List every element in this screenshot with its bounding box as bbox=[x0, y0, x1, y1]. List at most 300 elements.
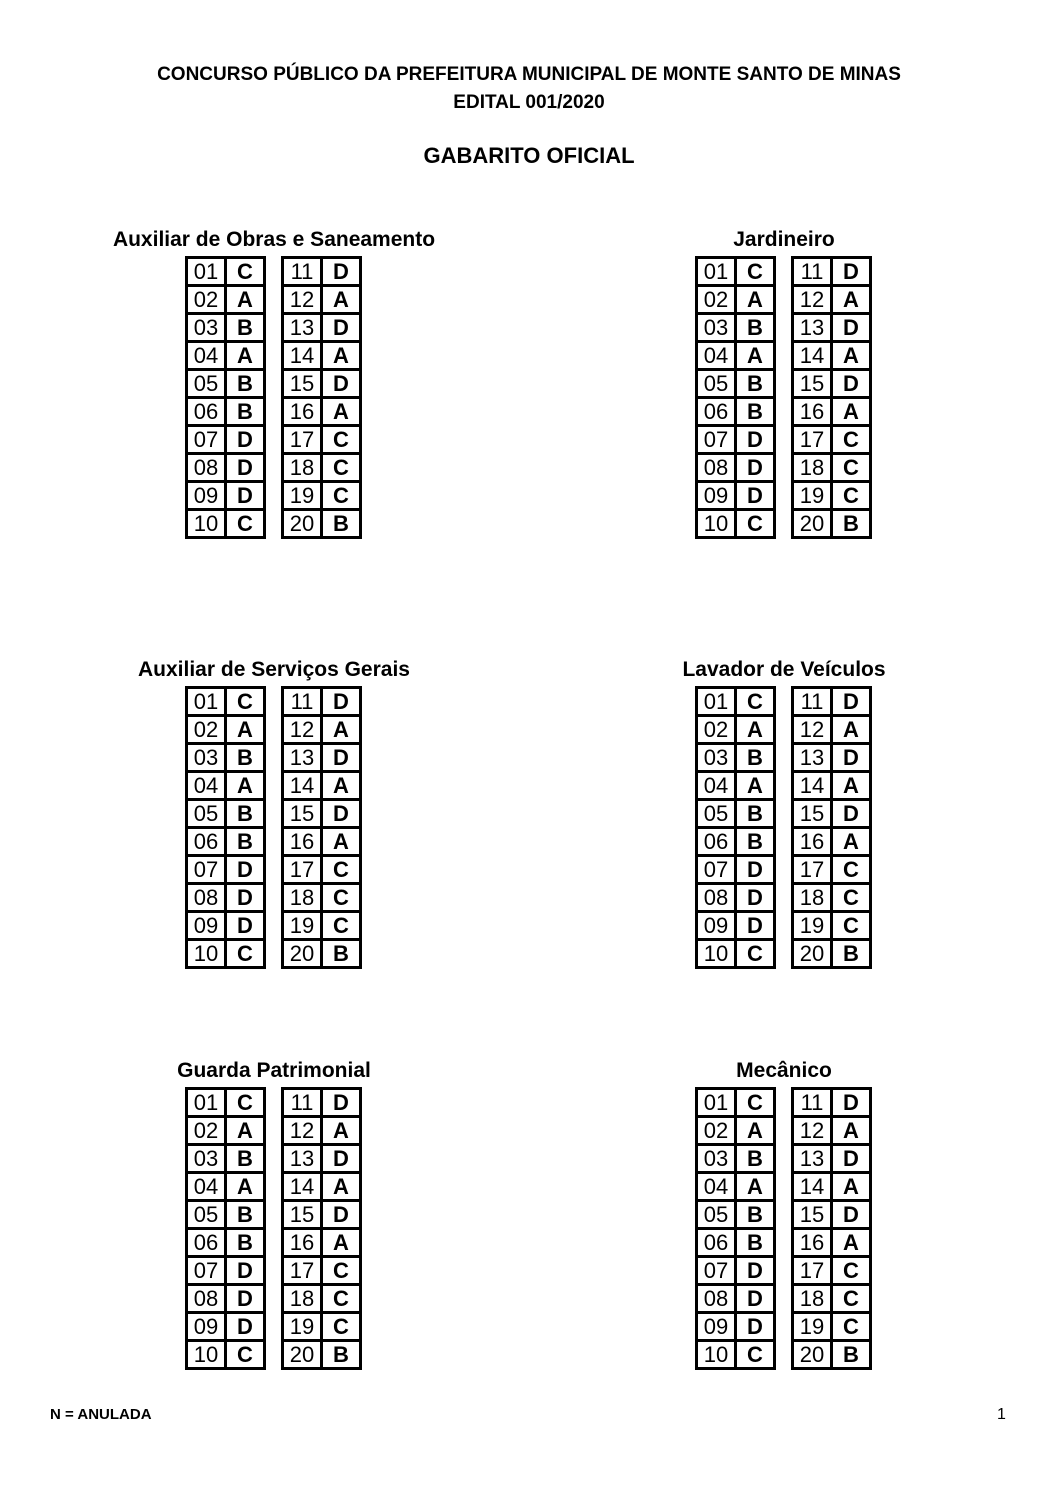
question-number: 20 bbox=[283, 510, 322, 538]
answer-row bbox=[283, 1341, 361, 1369]
answer-letter: D bbox=[736, 1257, 775, 1285]
question-number: 03 bbox=[187, 314, 226, 342]
question-number: 10 bbox=[697, 1341, 736, 1369]
answer-row bbox=[283, 482, 361, 510]
position-title: Jardineiro bbox=[733, 228, 835, 251]
answer-row bbox=[187, 1313, 265, 1341]
question-number: 17 bbox=[283, 1257, 322, 1285]
answer-letter: C bbox=[832, 912, 871, 940]
answer-row bbox=[187, 1341, 265, 1369]
question-number: 06 bbox=[187, 828, 226, 856]
answer-letter: C bbox=[832, 856, 871, 884]
answer-letter: C bbox=[832, 482, 871, 510]
answer-letter: A bbox=[736, 342, 775, 370]
answer-letter: A bbox=[226, 286, 265, 314]
question-number: 14 bbox=[283, 1173, 322, 1201]
question-number: 15 bbox=[793, 800, 832, 828]
answer-letter: A bbox=[832, 1229, 871, 1257]
answer-letter: B bbox=[322, 510, 361, 538]
answer-row bbox=[187, 884, 265, 912]
question-number: 14 bbox=[283, 772, 322, 800]
answer-row bbox=[793, 510, 871, 538]
question-number: 19 bbox=[283, 482, 322, 510]
answer-letter: A bbox=[322, 1173, 361, 1201]
answer-row bbox=[187, 342, 265, 370]
answer-row bbox=[793, 940, 871, 968]
answer-letter: C bbox=[322, 1257, 361, 1285]
question-number: 12 bbox=[283, 716, 322, 744]
question-number: 04 bbox=[187, 1173, 226, 1201]
answer-letter: D bbox=[322, 744, 361, 772]
question-number: 06 bbox=[697, 828, 736, 856]
answer-letter: D bbox=[226, 912, 265, 940]
answer-row bbox=[187, 1229, 265, 1257]
answer-row bbox=[697, 884, 775, 912]
answer-row bbox=[283, 1229, 361, 1257]
answer-row bbox=[187, 510, 265, 538]
answer-letter: B bbox=[322, 940, 361, 968]
question-number: 09 bbox=[187, 1313, 226, 1341]
answer-row bbox=[283, 454, 361, 482]
answer-letter: A bbox=[832, 398, 871, 426]
question-number: 12 bbox=[793, 286, 832, 314]
answer-letter: A bbox=[226, 342, 265, 370]
answer-row bbox=[283, 1145, 361, 1173]
answer-letter: C bbox=[226, 510, 265, 538]
answer-row bbox=[793, 258, 871, 286]
question-number: 14 bbox=[793, 342, 832, 370]
answer-letter: A bbox=[322, 1117, 361, 1145]
question-number: 05 bbox=[697, 370, 736, 398]
answer-row bbox=[793, 1313, 871, 1341]
answer-letter: C bbox=[832, 1257, 871, 1285]
answer-letter: B bbox=[736, 828, 775, 856]
question-number: 11 bbox=[283, 1089, 322, 1117]
answer-row bbox=[793, 454, 871, 482]
answer-letter: C bbox=[322, 1313, 361, 1341]
question-number: 03 bbox=[187, 744, 226, 772]
answer-row bbox=[187, 1145, 265, 1173]
question-number: 04 bbox=[187, 342, 226, 370]
answer-letter: B bbox=[226, 1229, 265, 1257]
answer-letter: D bbox=[322, 370, 361, 398]
answer-letter: D bbox=[832, 744, 871, 772]
answer-letter: D bbox=[322, 800, 361, 828]
answer-letter: C bbox=[736, 510, 775, 538]
answer-letter: D bbox=[226, 454, 265, 482]
question-number: 10 bbox=[697, 940, 736, 968]
answer-row bbox=[793, 1145, 871, 1173]
answer-letter: D bbox=[832, 258, 871, 286]
question-number: 07 bbox=[697, 426, 736, 454]
answer-letter: A bbox=[322, 286, 361, 314]
question-number: 05 bbox=[697, 1201, 736, 1229]
answer-row bbox=[187, 744, 265, 772]
answer-row bbox=[283, 370, 361, 398]
answer-row bbox=[283, 314, 361, 342]
answer-row bbox=[697, 482, 775, 510]
position-title: Lavador de Veículos bbox=[682, 658, 886, 681]
answer-letter: A bbox=[322, 772, 361, 800]
question-number: 06 bbox=[187, 398, 226, 426]
answer-table bbox=[281, 256, 362, 539]
answer-row bbox=[187, 1201, 265, 1229]
answer-table bbox=[791, 256, 872, 539]
answer-row bbox=[793, 1229, 871, 1257]
answer-row bbox=[793, 342, 871, 370]
question-number: 13 bbox=[793, 744, 832, 772]
answer-row bbox=[697, 454, 775, 482]
answer-row bbox=[697, 1229, 775, 1257]
question-number: 19 bbox=[793, 1313, 832, 1341]
question-number: 11 bbox=[793, 258, 832, 286]
answer-letter: A bbox=[832, 1173, 871, 1201]
answer-letter: D bbox=[736, 426, 775, 454]
answer-row bbox=[793, 286, 871, 314]
question-number: 02 bbox=[697, 716, 736, 744]
question-number: 04 bbox=[697, 1173, 736, 1201]
question-number: 13 bbox=[283, 744, 322, 772]
question-number: 08 bbox=[187, 1285, 226, 1313]
answer-letter: A bbox=[322, 1229, 361, 1257]
answer-row bbox=[187, 772, 265, 800]
answer-letter: D bbox=[832, 800, 871, 828]
answer-letter: B bbox=[226, 800, 265, 828]
answer-row bbox=[697, 772, 775, 800]
question-number: 12 bbox=[283, 1117, 322, 1145]
answer-letter: D bbox=[736, 482, 775, 510]
answer-row bbox=[697, 800, 775, 828]
question-number: 07 bbox=[187, 426, 226, 454]
answer-letter: D bbox=[226, 856, 265, 884]
answer-row bbox=[697, 1145, 775, 1173]
question-number: 10 bbox=[187, 510, 226, 538]
answer-row bbox=[793, 1201, 871, 1229]
answer-row bbox=[793, 912, 871, 940]
answer-letter: D bbox=[832, 1201, 871, 1229]
page-number: 1 bbox=[997, 1406, 1006, 1423]
answer-letter: B bbox=[226, 398, 265, 426]
answer-row bbox=[697, 1089, 775, 1117]
answer-row bbox=[283, 286, 361, 314]
answer-row bbox=[697, 314, 775, 342]
question-number: 17 bbox=[283, 426, 322, 454]
annulled-legend: N = ANULADA bbox=[50, 1406, 152, 1423]
answer-row bbox=[283, 940, 361, 968]
answer-row bbox=[187, 856, 265, 884]
answer-letter: C bbox=[736, 688, 775, 716]
answer-row bbox=[187, 800, 265, 828]
answer-letter: C bbox=[322, 1285, 361, 1313]
answer-letter: D bbox=[736, 1313, 775, 1341]
question-number: 20 bbox=[793, 1341, 832, 1369]
answer-row bbox=[283, 688, 361, 716]
answer-row bbox=[283, 510, 361, 538]
answer-row bbox=[697, 1285, 775, 1313]
answer-row bbox=[283, 1285, 361, 1313]
question-number: 14 bbox=[793, 772, 832, 800]
question-number: 10 bbox=[697, 510, 736, 538]
answer-row bbox=[187, 426, 265, 454]
answer-row bbox=[793, 398, 871, 426]
question-number: 09 bbox=[697, 482, 736, 510]
answer-row bbox=[283, 884, 361, 912]
answer-letter: A bbox=[736, 772, 775, 800]
question-number: 01 bbox=[697, 1089, 736, 1117]
answer-letter: B bbox=[226, 744, 265, 772]
question-number: 20 bbox=[283, 1341, 322, 1369]
answer-letter: C bbox=[736, 940, 775, 968]
answer-letter: B bbox=[736, 1145, 775, 1173]
answer-row bbox=[283, 258, 361, 286]
answer-letter: C bbox=[322, 482, 361, 510]
answer-letter: B bbox=[736, 314, 775, 342]
question-number: 02 bbox=[697, 286, 736, 314]
answer-row bbox=[187, 828, 265, 856]
answer-row bbox=[187, 688, 265, 716]
answer-row bbox=[697, 940, 775, 968]
answer-row bbox=[793, 1089, 871, 1117]
answer-letter: D bbox=[226, 1313, 265, 1341]
answer-row bbox=[697, 1173, 775, 1201]
answer-row bbox=[283, 1257, 361, 1285]
question-number: 15 bbox=[793, 370, 832, 398]
answer-table bbox=[281, 686, 362, 969]
answer-row bbox=[697, 1313, 775, 1341]
question-number: 19 bbox=[793, 482, 832, 510]
answer-row bbox=[187, 370, 265, 398]
answer-letter: A bbox=[832, 342, 871, 370]
answer-letter: D bbox=[832, 1145, 871, 1173]
question-number: 18 bbox=[793, 454, 832, 482]
answer-letter: D bbox=[322, 1201, 361, 1229]
question-number: 06 bbox=[697, 398, 736, 426]
answer-row bbox=[697, 426, 775, 454]
answer-letter: B bbox=[226, 828, 265, 856]
question-number: 13 bbox=[793, 314, 832, 342]
answer-letter: B bbox=[736, 398, 775, 426]
answer-row bbox=[187, 912, 265, 940]
answer-letter: D bbox=[322, 1145, 361, 1173]
answer-letter: B bbox=[736, 800, 775, 828]
answer-letter: A bbox=[736, 1173, 775, 1201]
answer-row bbox=[187, 482, 265, 510]
answer-letter: B bbox=[832, 1341, 871, 1369]
answer-row bbox=[283, 744, 361, 772]
answer-row bbox=[697, 856, 775, 884]
edital-number: EDITAL 001/2020 bbox=[453, 92, 605, 113]
answer-row bbox=[283, 398, 361, 426]
question-number: 02 bbox=[697, 1117, 736, 1145]
question-number: 04 bbox=[697, 342, 736, 370]
answer-letter: C bbox=[226, 1341, 265, 1369]
question-number: 17 bbox=[793, 426, 832, 454]
answer-row bbox=[697, 744, 775, 772]
answer-row bbox=[697, 912, 775, 940]
question-number: 11 bbox=[793, 688, 832, 716]
answer-row bbox=[283, 426, 361, 454]
answer-row bbox=[187, 1089, 265, 1117]
question-number: 19 bbox=[283, 1313, 322, 1341]
question-number: 14 bbox=[793, 1173, 832, 1201]
answer-row bbox=[793, 856, 871, 884]
answer-letter: A bbox=[832, 1117, 871, 1145]
question-number: 06 bbox=[697, 1229, 736, 1257]
answer-letter: D bbox=[832, 314, 871, 342]
answer-letter: D bbox=[226, 884, 265, 912]
answer-letter: A bbox=[226, 716, 265, 744]
question-number: 09 bbox=[697, 912, 736, 940]
answer-row bbox=[187, 940, 265, 968]
question-number: 05 bbox=[697, 800, 736, 828]
answer-row bbox=[793, 426, 871, 454]
question-number: 18 bbox=[793, 1285, 832, 1313]
answer-row bbox=[793, 800, 871, 828]
answer-letter: B bbox=[736, 744, 775, 772]
question-number: 08 bbox=[187, 884, 226, 912]
answer-row bbox=[697, 398, 775, 426]
answer-letter: B bbox=[322, 1341, 361, 1369]
question-number: 01 bbox=[697, 258, 736, 286]
answer-row bbox=[283, 912, 361, 940]
answer-row bbox=[187, 716, 265, 744]
answer-letter: D bbox=[322, 688, 361, 716]
answer-row bbox=[187, 398, 265, 426]
answer-letter: A bbox=[736, 286, 775, 314]
question-number: 05 bbox=[187, 800, 226, 828]
answer-letter: C bbox=[736, 1089, 775, 1117]
answer-letter: C bbox=[322, 884, 361, 912]
answer-row bbox=[793, 744, 871, 772]
question-number: 01 bbox=[187, 688, 226, 716]
answer-letter: C bbox=[322, 454, 361, 482]
answer-letter: D bbox=[736, 454, 775, 482]
answer-row bbox=[793, 828, 871, 856]
question-number: 20 bbox=[793, 510, 832, 538]
answer-letter: C bbox=[322, 912, 361, 940]
answer-row bbox=[187, 1173, 265, 1201]
position-title: Auxiliar de Serviços Gerais bbox=[138, 658, 410, 681]
answer-row bbox=[187, 258, 265, 286]
answer-row bbox=[187, 1117, 265, 1145]
answer-letter: A bbox=[226, 1117, 265, 1145]
answer-row bbox=[187, 314, 265, 342]
answer-letter: A bbox=[322, 716, 361, 744]
answer-row bbox=[697, 716, 775, 744]
answer-letter: B bbox=[736, 370, 775, 398]
answer-letter: A bbox=[832, 716, 871, 744]
answer-letter: A bbox=[736, 1117, 775, 1145]
answer-letter: D bbox=[736, 884, 775, 912]
answer-letter: C bbox=[736, 258, 775, 286]
answer-row bbox=[697, 828, 775, 856]
answer-letter: C bbox=[322, 856, 361, 884]
answer-letter: A bbox=[832, 286, 871, 314]
answer-letter: D bbox=[736, 912, 775, 940]
question-number: 16 bbox=[793, 828, 832, 856]
question-number: 13 bbox=[283, 1145, 322, 1173]
question-number: 03 bbox=[697, 314, 736, 342]
answer-letter: D bbox=[226, 482, 265, 510]
question-number: 13 bbox=[793, 1145, 832, 1173]
answer-letter: D bbox=[226, 1257, 265, 1285]
question-number: 08 bbox=[697, 1285, 736, 1313]
question-number: 01 bbox=[187, 1089, 226, 1117]
question-number: 09 bbox=[187, 482, 226, 510]
answer-row bbox=[283, 1117, 361, 1145]
question-number: 11 bbox=[283, 688, 322, 716]
answer-row bbox=[283, 342, 361, 370]
question-number: 08 bbox=[697, 884, 736, 912]
answer-row bbox=[697, 688, 775, 716]
question-number: 16 bbox=[283, 398, 322, 426]
question-number: 17 bbox=[283, 856, 322, 884]
answer-letter: B bbox=[736, 1201, 775, 1229]
answer-row bbox=[697, 370, 775, 398]
answer-row bbox=[793, 1173, 871, 1201]
answer-letter: D bbox=[322, 258, 361, 286]
answer-row bbox=[187, 1285, 265, 1313]
question-number: 20 bbox=[793, 940, 832, 968]
question-number: 16 bbox=[793, 1229, 832, 1257]
question-number: 14 bbox=[283, 342, 322, 370]
answer-table bbox=[185, 686, 266, 969]
answer-table bbox=[185, 256, 266, 539]
answer-row bbox=[793, 314, 871, 342]
answer-letter: A bbox=[322, 342, 361, 370]
answer-letter: D bbox=[226, 426, 265, 454]
answer-letter: B bbox=[226, 314, 265, 342]
answer-table bbox=[791, 1087, 872, 1370]
answer-row bbox=[793, 1257, 871, 1285]
question-number: 10 bbox=[187, 1341, 226, 1369]
answer-row bbox=[697, 342, 775, 370]
answer-row bbox=[697, 1117, 775, 1145]
answer-row bbox=[697, 1201, 775, 1229]
question-number: 04 bbox=[697, 772, 736, 800]
question-number: 08 bbox=[187, 454, 226, 482]
answer-row bbox=[283, 1089, 361, 1117]
answer-row bbox=[697, 286, 775, 314]
answer-letter: A bbox=[322, 398, 361, 426]
question-number: 17 bbox=[793, 856, 832, 884]
question-number: 11 bbox=[793, 1089, 832, 1117]
answer-letter: C bbox=[832, 1285, 871, 1313]
question-number: 03 bbox=[187, 1145, 226, 1173]
answer-letter: A bbox=[226, 1173, 265, 1201]
question-number: 11 bbox=[283, 258, 322, 286]
answer-letter: B bbox=[226, 1145, 265, 1173]
answer-letter: D bbox=[736, 856, 775, 884]
question-number: 15 bbox=[283, 800, 322, 828]
question-number: 18 bbox=[793, 884, 832, 912]
question-number: 17 bbox=[793, 1257, 832, 1285]
answer-letter: C bbox=[832, 426, 871, 454]
question-number: 02 bbox=[187, 716, 226, 744]
question-number: 15 bbox=[283, 1201, 322, 1229]
question-number: 07 bbox=[187, 1257, 226, 1285]
answer-row bbox=[793, 884, 871, 912]
question-number: 02 bbox=[187, 1117, 226, 1145]
answer-table bbox=[185, 1087, 266, 1370]
answer-row bbox=[283, 716, 361, 744]
answer-letter: C bbox=[736, 1341, 775, 1369]
answer-letter: D bbox=[832, 1089, 871, 1117]
answer-table bbox=[695, 256, 776, 539]
answer-row bbox=[283, 1201, 361, 1229]
document-title: GABARITO OFICIAL bbox=[423, 143, 635, 168]
question-number: 03 bbox=[697, 744, 736, 772]
